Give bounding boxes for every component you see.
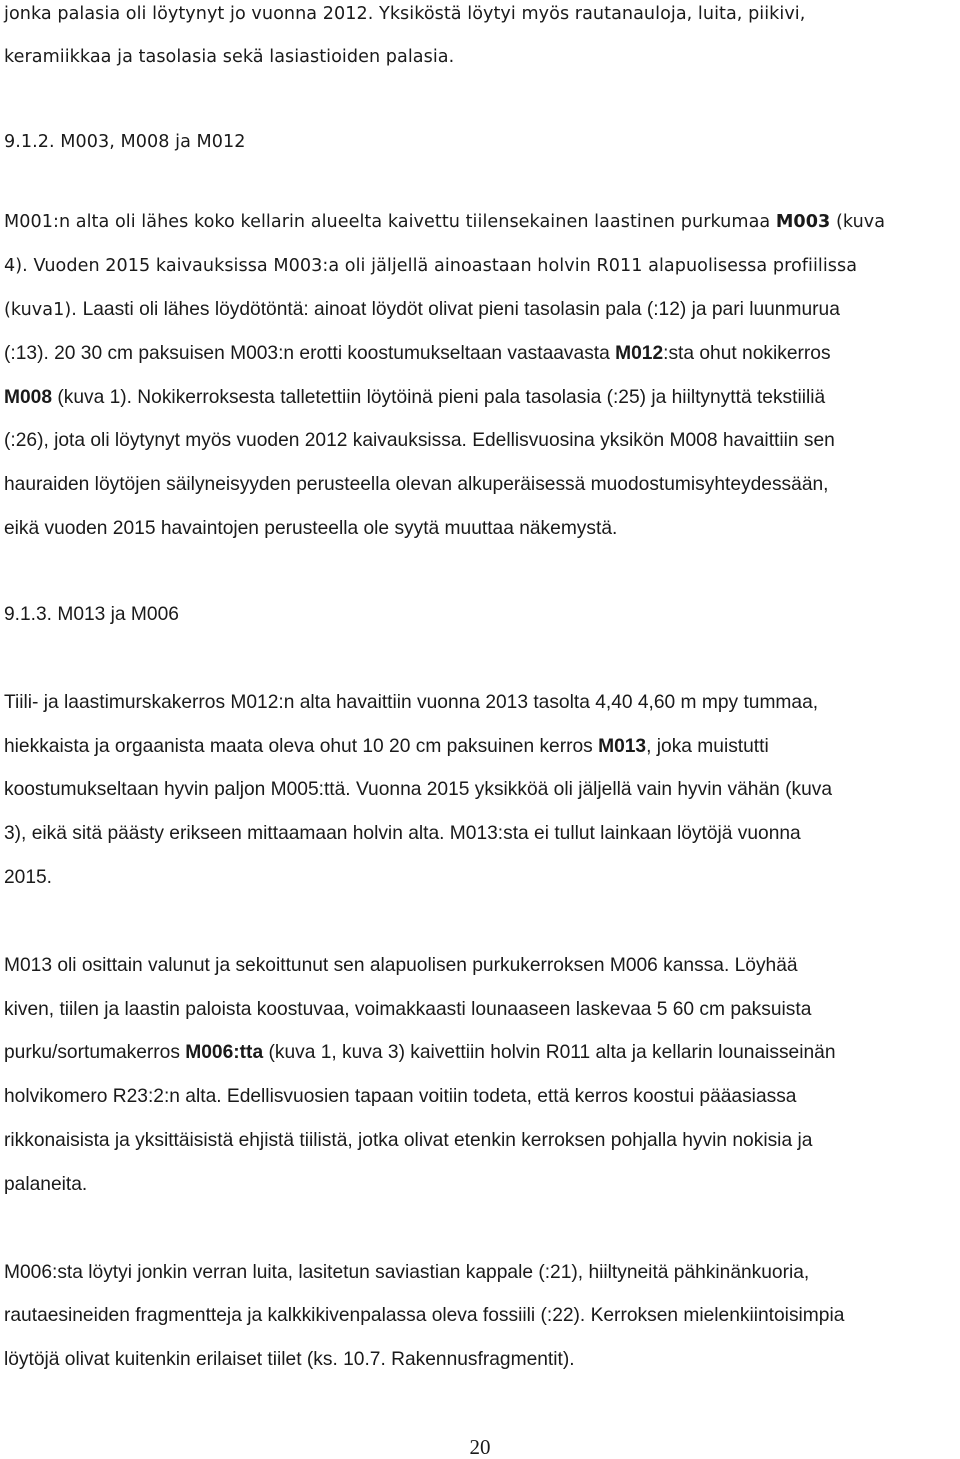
text-span: , joka muistutti [646,736,769,757]
text-line: Tiili- ja laastimurskakerros M012:n alta havaittiin vuonna 2013 tasolta 4,40 4,60 m mpy tummaa, [4,692,819,713]
text-line: M013 oli osittain valunut ja sekoittunut sen alapuolisen purkukerroksen M006 kanssa. Löyhää [4,955,798,976]
text-line: M006:sta löytyi jonkin verran luita, lasitetun saviastian kappale (:21), hiiltyneitä pähkinänkuoria, [4,1262,810,1283]
unit-code: M013 [598,736,647,757]
text-line: eikä vuoden 2015 havaintojen perusteella ole syytä muuttaa näkemystä. [4,518,618,539]
text-span: Laasti oli lähes löydötöntä: ainoat löydöt olivat pieni tasolasin pala (:12) ja pari luunmurua [82,299,840,320]
text-line: keramiikkaa ja tasolasia sekä lasiastioiden palasia. [4,47,455,67]
text-span: (:13). 20 30 cm paksuisen M003:n erotti koostumukseltaan vastaavasta [4,343,616,364]
unit-code: M012 [615,343,664,364]
text-span: (kuva [830,212,886,232]
text-line: 3), eikä sitä päästy erikseen mittaamaan holvin alta. M013:sta ei tullut lainkaan löytöjä vuonna [4,823,801,844]
unit-code: M008 [4,387,52,408]
text-line: (:26), jota oli löytynyt myös vuoden 2012 kaivauksissa. Edellisvuosina yksikön M008 havaittiin sen [4,430,835,451]
text-line [4,210,885,234]
text-line [4,298,840,322]
text-line: rautaesineiden fragmentteja ja kalkkikivenpalassa oleva fossiili (:22). Kerroksen mielenkiintoisimpia [4,1305,845,1326]
text-span: purku/sortumakerros [4,1042,186,1063]
text-span: :sta ohut nokikerros [663,343,831,364]
text-span: (kuva 1, kuva 3) kaivettiin holvin R011 alta ja kellarin lounaisseinän [263,1042,836,1063]
text-line: kiven, tiilen ja laastin paloista koostuvaa, voimakkaasti lounaaseen laskevaa 5 60 cm paksuista [4,999,812,1020]
text-span: M001:n alta oli lähes koko kellarin alueelta kaivettu tiilensekainen laastinen purkumaa [4,212,776,232]
text-line: rikkonaisista ja yksittäisistä ehjistä tiilistä, jotka olivat etenkin kerroksen pohjalla hyvin nokisia ja [4,1130,813,1151]
text-line [4,342,831,366]
text-line: palaneita. [4,1174,88,1195]
text-line: koostumukseltaan hyvin paljon M005:ttä. Vuonna 2015 yksikköä oli jäljellä vain hyvin vähän (kuva [4,779,833,800]
text-line [4,735,769,759]
text-span: (kuva 1). Nokikerroksesta talletettiin löytöinä pieni pala tasolasia (:25) ja hiiltynyttä tekstiiliä [52,387,826,408]
section-heading: 9.1.2. M003, M008 ja M012 [4,132,246,152]
text-span: hiekkaista ja orgaanista maata oleva ohut 10 20 cm paksuinen kerros [4,736,599,757]
text-line: 4). Vuoden 2015 kaivauksissa M003:a oli jäljellä ainoastaan holvin R011 alapuolisessa profiilissa [4,256,858,276]
section-heading: 9.1.3. M013 ja M006 [4,604,179,625]
text-line: 2015. [4,867,53,888]
text-line: holvikomero R23:2:n alta. Edellisvuosien tapaan voitiin todeta, että kerros koostui pääasiassa [4,1086,797,1107]
text-line: hauraiden löytöjen säilyneisyyden perusteella olevan alkuperäisessä muodostumisyhteydessään, [4,474,829,495]
text-line [4,1041,836,1065]
unit-code: M003 [775,212,831,232]
text-line: löytöjä olivat kuitenkin erilaiset tiilet (ks. 10.7. Rakennusfragmentit). [4,1349,575,1370]
text-line [4,386,825,410]
page-number: 20 [469,1435,491,1459]
text-line: jonka palasia oli löytynyt jo vuonna 2012. Yksiköstä löytyi myös rautanauloja, luita, piikivi, [4,4,806,24]
text-span: (kuva1). [4,300,83,320]
unit-code: M006:tta [185,1042,264,1063]
